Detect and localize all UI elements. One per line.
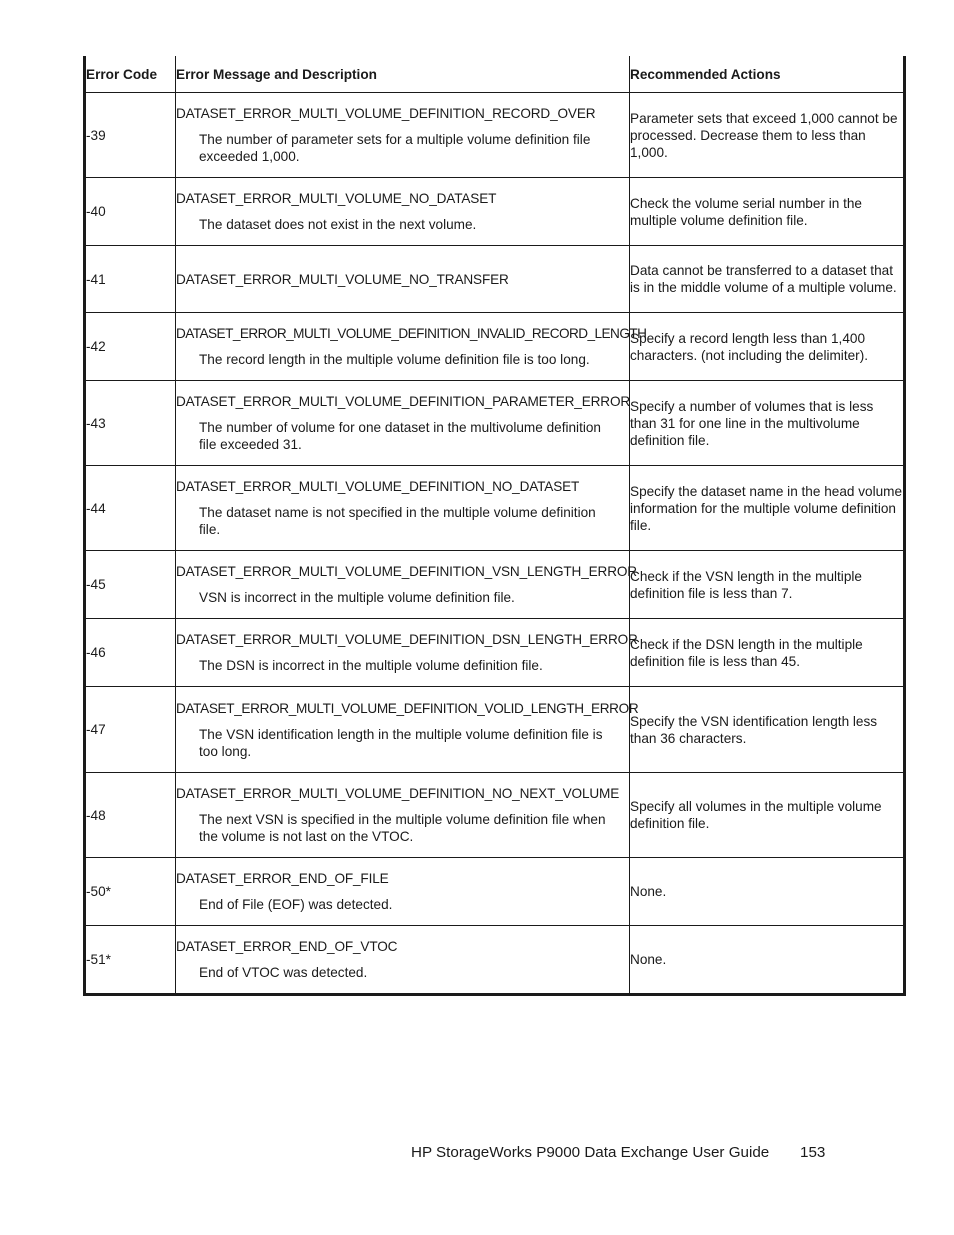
table-row bbox=[85, 381, 905, 466]
error-name: DATASET_ERROR_MULTI_VOLUME_DEFINITION_NO_NEXT_VOLUME bbox=[176, 786, 620, 801]
error-code-table bbox=[83, 56, 906, 996]
table-row bbox=[85, 773, 905, 858]
error-name: DATASET_ERROR_MULTI_VOLUME_NO_TRANSFER bbox=[176, 271, 509, 287]
error-description: The next VSN is specified in the multiple volume definition file when the volume is not last on the VTOC. bbox=[199, 812, 606, 844]
error-code-cell: -42 bbox=[85, 313, 176, 381]
error-code-cell: -43 bbox=[85, 381, 176, 466]
recommended-action-cell: Specify a record length less than 1,400 characters. (not including the delimiter). bbox=[630, 313, 905, 381]
recommended-action-cell: Data cannot be transferred to a dataset that is in the middle volume of a multiple volume. bbox=[630, 246, 905, 313]
error-description: The DSN is incorrect in the multiple volume definition file. bbox=[199, 658, 543, 673]
error-message-cell bbox=[176, 381, 630, 466]
error-message-cell bbox=[176, 178, 630, 246]
error-name: DATASET_ERROR_MULTI_VOLUME_DEFINITION_INVALID_RECORD_LENGTH bbox=[176, 326, 647, 341]
page-number: 153 bbox=[800, 1144, 826, 1161]
error-name: DATASET_ERROR_MULTI_VOLUME_DEFINITION_NO_DATASET bbox=[176, 479, 580, 494]
table-row bbox=[85, 926, 905, 995]
error-code-cell: -50* bbox=[85, 858, 176, 926]
error-message-cell bbox=[176, 93, 630, 178]
table-row bbox=[85, 687, 905, 773]
table-row bbox=[85, 858, 905, 926]
error-description: The number of parameter sets for a multiple volume definition file exceeded 1,000. bbox=[199, 132, 591, 164]
table-row bbox=[85, 551, 905, 619]
error-code-cell: -39 bbox=[85, 93, 176, 178]
recommended-action-cell: Check if the VSN length in the multiple definition file is less than 7. bbox=[630, 551, 905, 619]
recommended-action-cell: Specify all volumes in the multiple volume definition file. bbox=[630, 773, 905, 858]
recommended-action-cell: Parameter sets that exceed 1,000 cannot be processed. Decrease them to less than 1,000. bbox=[630, 93, 905, 178]
error-code-cell: -51* bbox=[85, 926, 176, 995]
error-message-cell bbox=[176, 619, 638, 687]
table-header-row bbox=[85, 56, 905, 93]
error-message-cell bbox=[176, 926, 630, 995]
table-row bbox=[85, 178, 905, 246]
error-name: DATASET_ERROR_MULTI_VOLUME_DEFINITION_VOLID_LENGTH_ERROR bbox=[176, 700, 639, 716]
error-message-cell bbox=[176, 687, 639, 773]
error-message-cell bbox=[176, 773, 630, 858]
error-description: The record length in the multiple volume definition file is too long. bbox=[199, 352, 590, 367]
error-message-cell bbox=[176, 246, 630, 313]
error-name: DATASET_ERROR_MULTI_VOLUME_DEFINITION_PARAMETER_ERROR bbox=[176, 394, 631, 409]
error-code-cell: -48 bbox=[85, 773, 176, 858]
error-name: DATASET_ERROR_END_OF_VTOC bbox=[176, 939, 398, 954]
guide-title: HP StorageWorks P9000 Data Exchange User Guide bbox=[411, 1144, 770, 1161]
error-description: The dataset name is not specified in the multiple volume definition file. bbox=[199, 505, 596, 537]
error-code-cell: -41 bbox=[85, 246, 176, 313]
header-error-message: Error Message and Description bbox=[176, 56, 630, 93]
error-code-cell: -47 bbox=[85, 687, 176, 773]
error-code-cell: -46 bbox=[85, 619, 176, 687]
error-name: DATASET_ERROR_MULTI_VOLUME_DEFINITION_VSN_LENGTH_ERROR bbox=[176, 564, 637, 579]
table-row bbox=[85, 466, 905, 551]
error-description: The dataset does not exist in the next volume. bbox=[199, 217, 477, 232]
error-name: DATASET_ERROR_MULTI_VOLUME_NO_DATASET bbox=[176, 191, 497, 206]
header-error-code: Error Code bbox=[85, 56, 176, 93]
error-description: End of VTOC was detected. bbox=[199, 965, 368, 980]
recommended-action-cell: Check if the DSN length in the multiple definition file is less than 45. bbox=[630, 619, 905, 687]
error-description: VSN is incorrect in the multiple volume definition file. bbox=[199, 590, 515, 605]
table-row bbox=[85, 246, 905, 313]
recommended-action-cell: Specify the VSN identification length less than 36 characters. bbox=[630, 687, 905, 773]
error-description: The number of volume for one dataset in the multivolume definition file exceeded 31. bbox=[199, 420, 601, 452]
recommended-action-cell: None. bbox=[630, 858, 905, 926]
error-message-cell bbox=[176, 551, 637, 619]
recommended-action-cell: None. bbox=[630, 926, 905, 995]
error-code-cell: -45 bbox=[85, 551, 176, 619]
error-name: DATASET_ERROR_MULTI_VOLUME_DEFINITION_RECORD_OVER bbox=[176, 106, 596, 121]
recommended-action-cell: Check the volume serial number in the multiple volume definition file. bbox=[630, 178, 905, 246]
table-row bbox=[85, 93, 905, 178]
error-message-cell bbox=[176, 466, 630, 551]
error-message-cell bbox=[176, 313, 647, 381]
error-message-cell bbox=[176, 858, 630, 926]
table-row bbox=[85, 619, 905, 687]
recommended-action-cell: Specify a number of volumes that is less than 31 for one line in the multivolume definition file. bbox=[630, 381, 905, 466]
table-row bbox=[85, 313, 905, 381]
error-name: DATASET_ERROR_MULTI_VOLUME_DEFINITION_DSN_LENGTH_ERROR bbox=[176, 632, 638, 647]
error-code-cell: -40 bbox=[85, 178, 176, 246]
error-code-cell: -44 bbox=[85, 466, 176, 551]
header-recommended-actions: Recommended Actions bbox=[630, 56, 905, 93]
error-description: End of File (EOF) was detected. bbox=[199, 897, 393, 912]
error-name: DATASET_ERROR_END_OF_FILE bbox=[176, 871, 389, 886]
recommended-action-cell: Specify the dataset name in the head volume information for the multiple volume definition file. bbox=[630, 466, 905, 551]
error-description: The VSN identification length in the multiple volume definition file is too long. bbox=[199, 726, 603, 759]
